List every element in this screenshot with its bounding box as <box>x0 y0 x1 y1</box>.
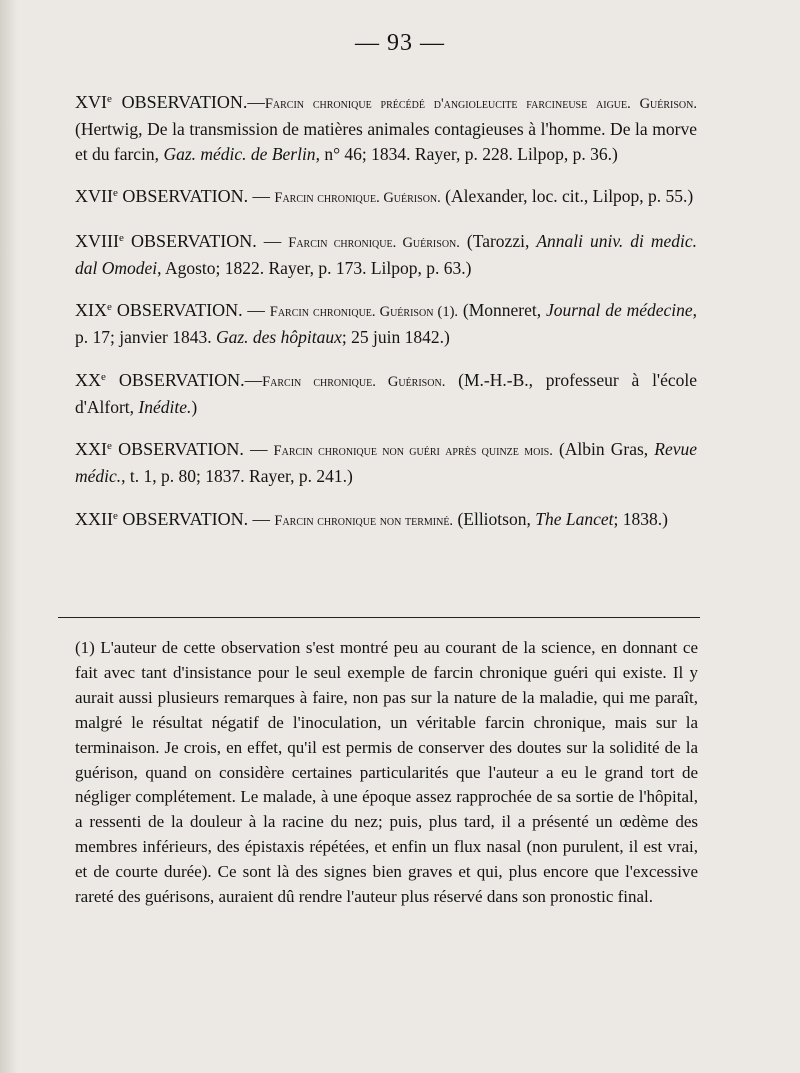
observation-source: Revue médic. <box>75 439 697 486</box>
observation-entry <box>75 368 697 420</box>
observation-citation: (Alexander, loc. cit., Lilpop, p. 55.) <box>440 186 694 206</box>
observation-number-suffix: e <box>107 92 112 105</box>
observation-citation: (Hertwig, De la transmission de matières animales contagieuses à l'homme. De la morve et du farcin, <box>75 118 697 164</box>
observation-separator: — <box>248 508 275 529</box>
observation-number: XVIII <box>75 230 119 251</box>
observation-number-suffix: e <box>101 370 106 383</box>
observation-number-suffix: e <box>107 440 112 452</box>
observation-separator: — <box>256 230 289 251</box>
observation-number: XXI <box>75 439 107 459</box>
observation-title: Farcin chronique précédé d'angioleucite farcineuse aigue. Guérison. <box>264 95 698 112</box>
observation-title: Farcin chronique. Guérison. <box>262 373 446 390</box>
observation-title: Farcin chronique. Guérison (1). <box>269 304 459 320</box>
observation-separator: — <box>242 300 270 320</box>
observation-title: Farcin chronique. Guérison. <box>274 190 441 206</box>
observation-label: OBSERVATION. <box>111 300 243 320</box>
observation-citation: , p. 17; janvier 1843. <box>75 300 698 347</box>
footnote: (1) L'auteur de cette observation s'est montré peu au courant de la science, en donnant ce fait avec tant d'insistance pour le seul exemple de farcin chronique guéri qui existe. Il y aurait aussi plusieurs remarques à faire, non pas sur la nature de la maladie, qui me paraît, malgré le résultat négatif de l'inoculation, un véritable farcin chronique, mais sur la terminaison. Je crois, en effet, qu'il est permis de conserver des doutes sur la solidité de la guérison, quand on considère certaines particularités que l'auteur a eu le grand tort de négliger complétement. Le malade, à une époque assez rapprochée de sa sortie de l'hôpital, a ressenti de la douleur à la racine du nez; puis, plus tard, il a présenté un œdème des membres inférieurs, des épistaxis répétées, et enfin un flux nasal (non purulent, il est vrai, et de courte durée). Ce sont là des signes bien graves et qui, plus encore que l'excessive rareté des guérisons, auraient dû rendre l'auteur plus réservé dans son pronostic final. <box>75 638 698 907</box>
observation-entry <box>75 229 697 281</box>
observation-entry <box>75 184 697 211</box>
observation-citation: , Agosto; 1822. Rayer, p. 173. Lilpop, p. 63.) <box>157 257 472 278</box>
observation-separator: — <box>247 91 265 112</box>
observation-number: XVII <box>75 186 113 206</box>
observation-entry <box>75 298 697 350</box>
observation-number-suffix: e <box>113 509 118 522</box>
observation-title: Farcin chronique non guéri après quinze mois. <box>273 443 553 459</box>
footnote-divider <box>58 617 700 618</box>
observation-number-suffix: e <box>107 301 112 313</box>
observation-citation: (Elliotson, <box>453 508 536 529</box>
observation-source: The Lancet <box>535 508 614 529</box>
observation-citation: (M.-H.-B., professeur à l'école d'Alfort, <box>75 369 697 417</box>
observation-number-suffix: e <box>113 187 118 199</box>
observation-citation: (Monneret, <box>458 300 546 320</box>
observation-citation: (Tarozzi, <box>459 230 537 251</box>
observation-label: OBSERVATION. <box>111 439 244 459</box>
observation-citation: ) <box>191 396 198 417</box>
observation-label: OBSERVATION. <box>105 369 245 390</box>
observation-source: Annali univ. di medic. dal Omodei <box>75 230 697 278</box>
observation-source: Inédite. <box>138 396 192 417</box>
observation-label: OBSERVATION. <box>123 230 257 251</box>
observation-number-suffix: e <box>118 231 124 244</box>
observation-citation: , t. 1, p. 80; 1837. Rayer, p. 241.) <box>121 466 353 486</box>
observation-source: Gaz. des hôpitaux <box>215 327 342 347</box>
observation-number: XVI <box>75 91 107 112</box>
page-number: — 93 — <box>355 30 445 56</box>
observation-label: OBSERVATION. <box>111 91 248 112</box>
observation-entry <box>75 437 697 489</box>
observation-number: XX <box>75 369 101 390</box>
observation-label: OBSERVATION. <box>117 508 249 529</box>
observations-list <box>75 72 697 548</box>
observation-number: XXII <box>75 508 113 529</box>
observation-number: XIX <box>75 300 107 320</box>
observation-label: OBSERVATION. <box>117 186 249 206</box>
observation-entry <box>75 507 697 534</box>
observation-separator: — <box>248 186 275 206</box>
observation-separator: — <box>243 439 274 459</box>
observation-title: Farcin chronique. Guérison. <box>288 234 460 251</box>
observation-entry <box>75 90 697 167</box>
observation-citation: , n° 46; 1834. Rayer, p. 228. Lilpop, p. 36.) <box>315 143 618 164</box>
observation-citation: (Albin Gras, <box>552 439 655 459</box>
observation-citation: ; 25 juin 1842.) <box>341 327 450 347</box>
observation-title: Farcin chronique non terminé. <box>274 512 454 529</box>
observation-source: Journal de médecine <box>545 300 693 320</box>
observation-citation: ; 1838.) <box>613 508 668 529</box>
observation-source: Gaz. médic. de Berlin <box>163 143 316 164</box>
observation-separator: — <box>244 369 263 390</box>
